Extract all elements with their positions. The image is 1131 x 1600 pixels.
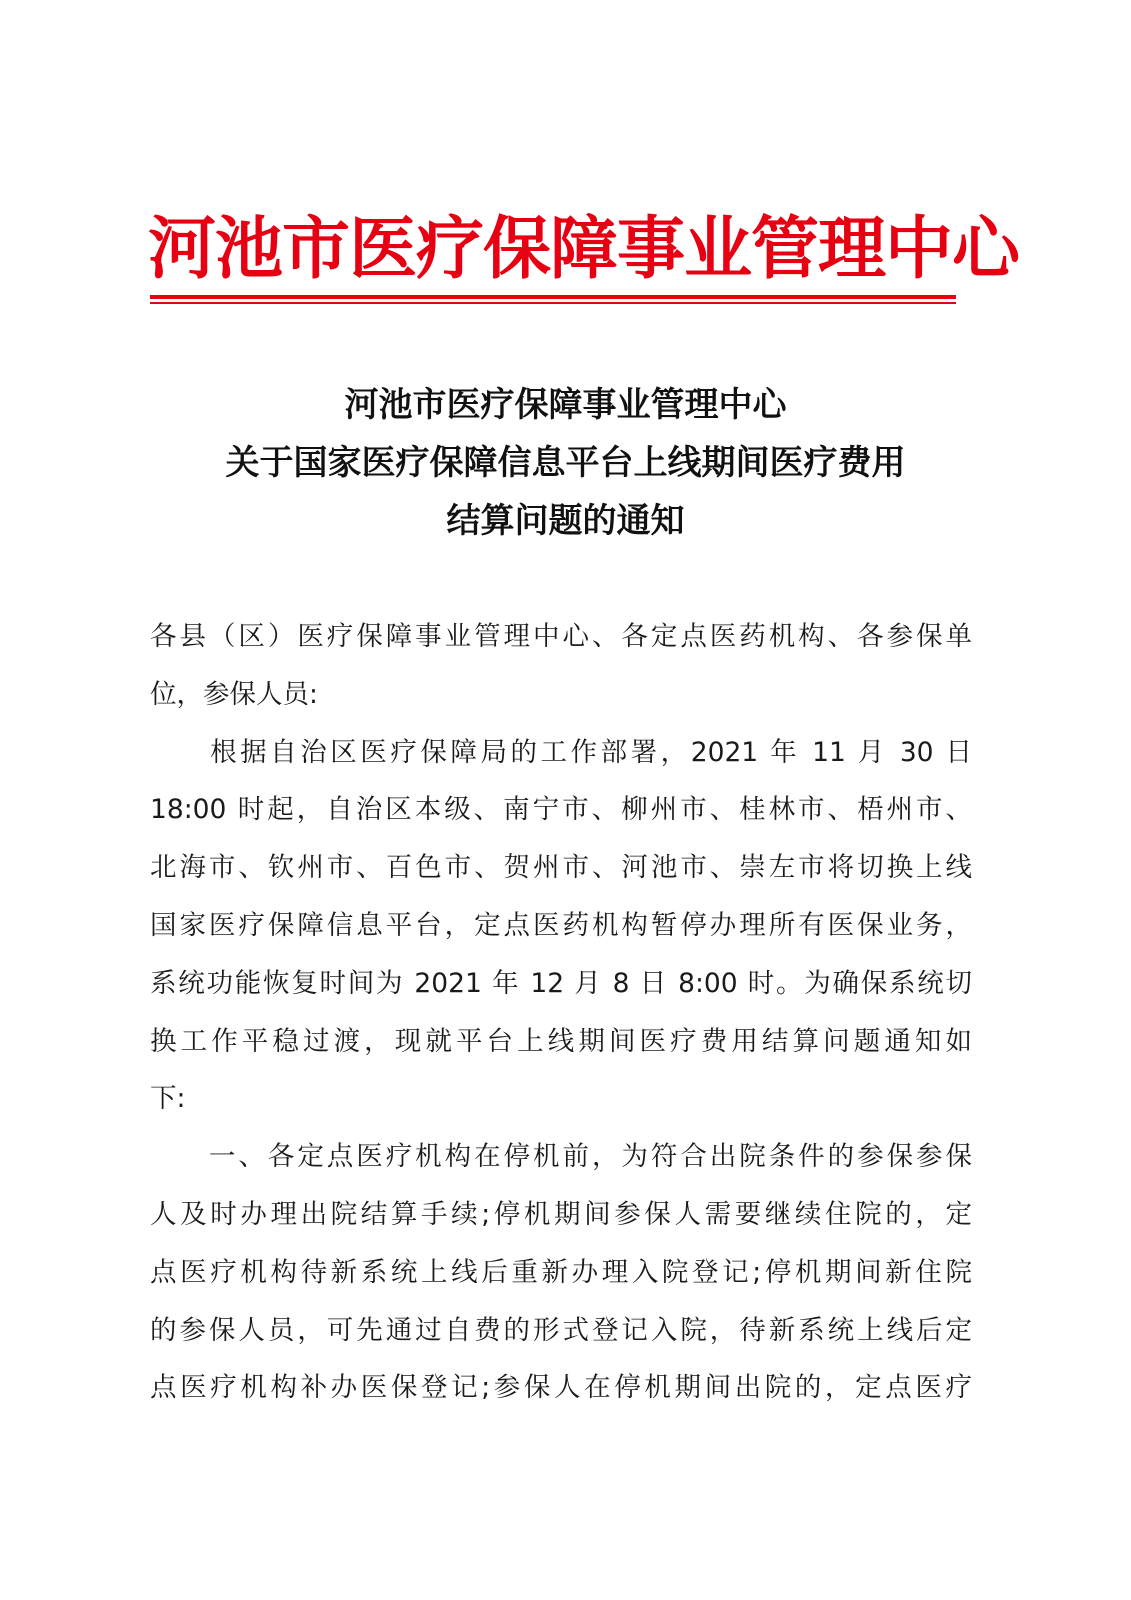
body-line-para2-3: 点医疗机构待新系统上线后重新办理入院登记;停机期间新住院 [150,1256,972,1288]
document-body [150,608,972,1417]
body-line-para2-1: 一、各定点医疗机构在停机前，为符合出院条件的参保参保 [150,1141,972,1173]
document-title [140,376,991,550]
letterhead-org-name: 河池市医疗保障事业管理中心 [148,209,1020,289]
body-line-para1-5: 系统功能恢复时间为 2021 年 12 月 8 日 8:00 时。为确保系统切 [150,967,972,999]
body-line-para2-2: 人及时办理出院结算手续;停机期间参保人需要继续住院的，定 [150,1198,972,1230]
body-line-para1-7: 下: [150,1083,186,1115]
title-line-3: 结算问题的通知 [446,501,685,541]
body-line-recipients-2: 位，参保人员: [150,678,318,710]
title-line-2: 关于国家医疗保障信息平台上线期间医疗费用 [225,443,906,483]
body-line-para1-3: 北海市、钦州市、百色市、贺州市、河池市、崇左市将切换上线 [150,852,972,884]
body-line-para1-2: 18:00 时起，自治区本级、南宁市、柳州市、桂林市、梧州市、 [150,794,972,826]
body-line-para1-1: 根据自治区医疗保障局的工作部署，2021 年 11 月 30 日 [150,736,972,768]
body-line-para1-6: 换工作平稳过渡，现就平台上线期间医疗费用结算问题通知如 [150,1025,972,1057]
body-line-recipients-1: 各县（区）医疗保障事业管理中心、各定点医药机构、各参保单 [150,621,972,652]
body-line-para2-5: 点医疗机构补办医保登记;参保人在停机期间出院的，定点医疗 [150,1372,972,1404]
body-line-para2-4: 的参保人员，可先通过自费的形式登记入院，待新系统上线后定 [150,1314,972,1346]
letterhead-divider-thick [150,295,956,299]
title-line-1: 河池市医疗保障事业管理中心 [344,385,787,425]
body-line-para1-4: 国家医疗保障信息平台，定点医药机构暂停办理所有医保业务， [150,909,972,941]
letterhead-divider-thin [150,302,956,304]
